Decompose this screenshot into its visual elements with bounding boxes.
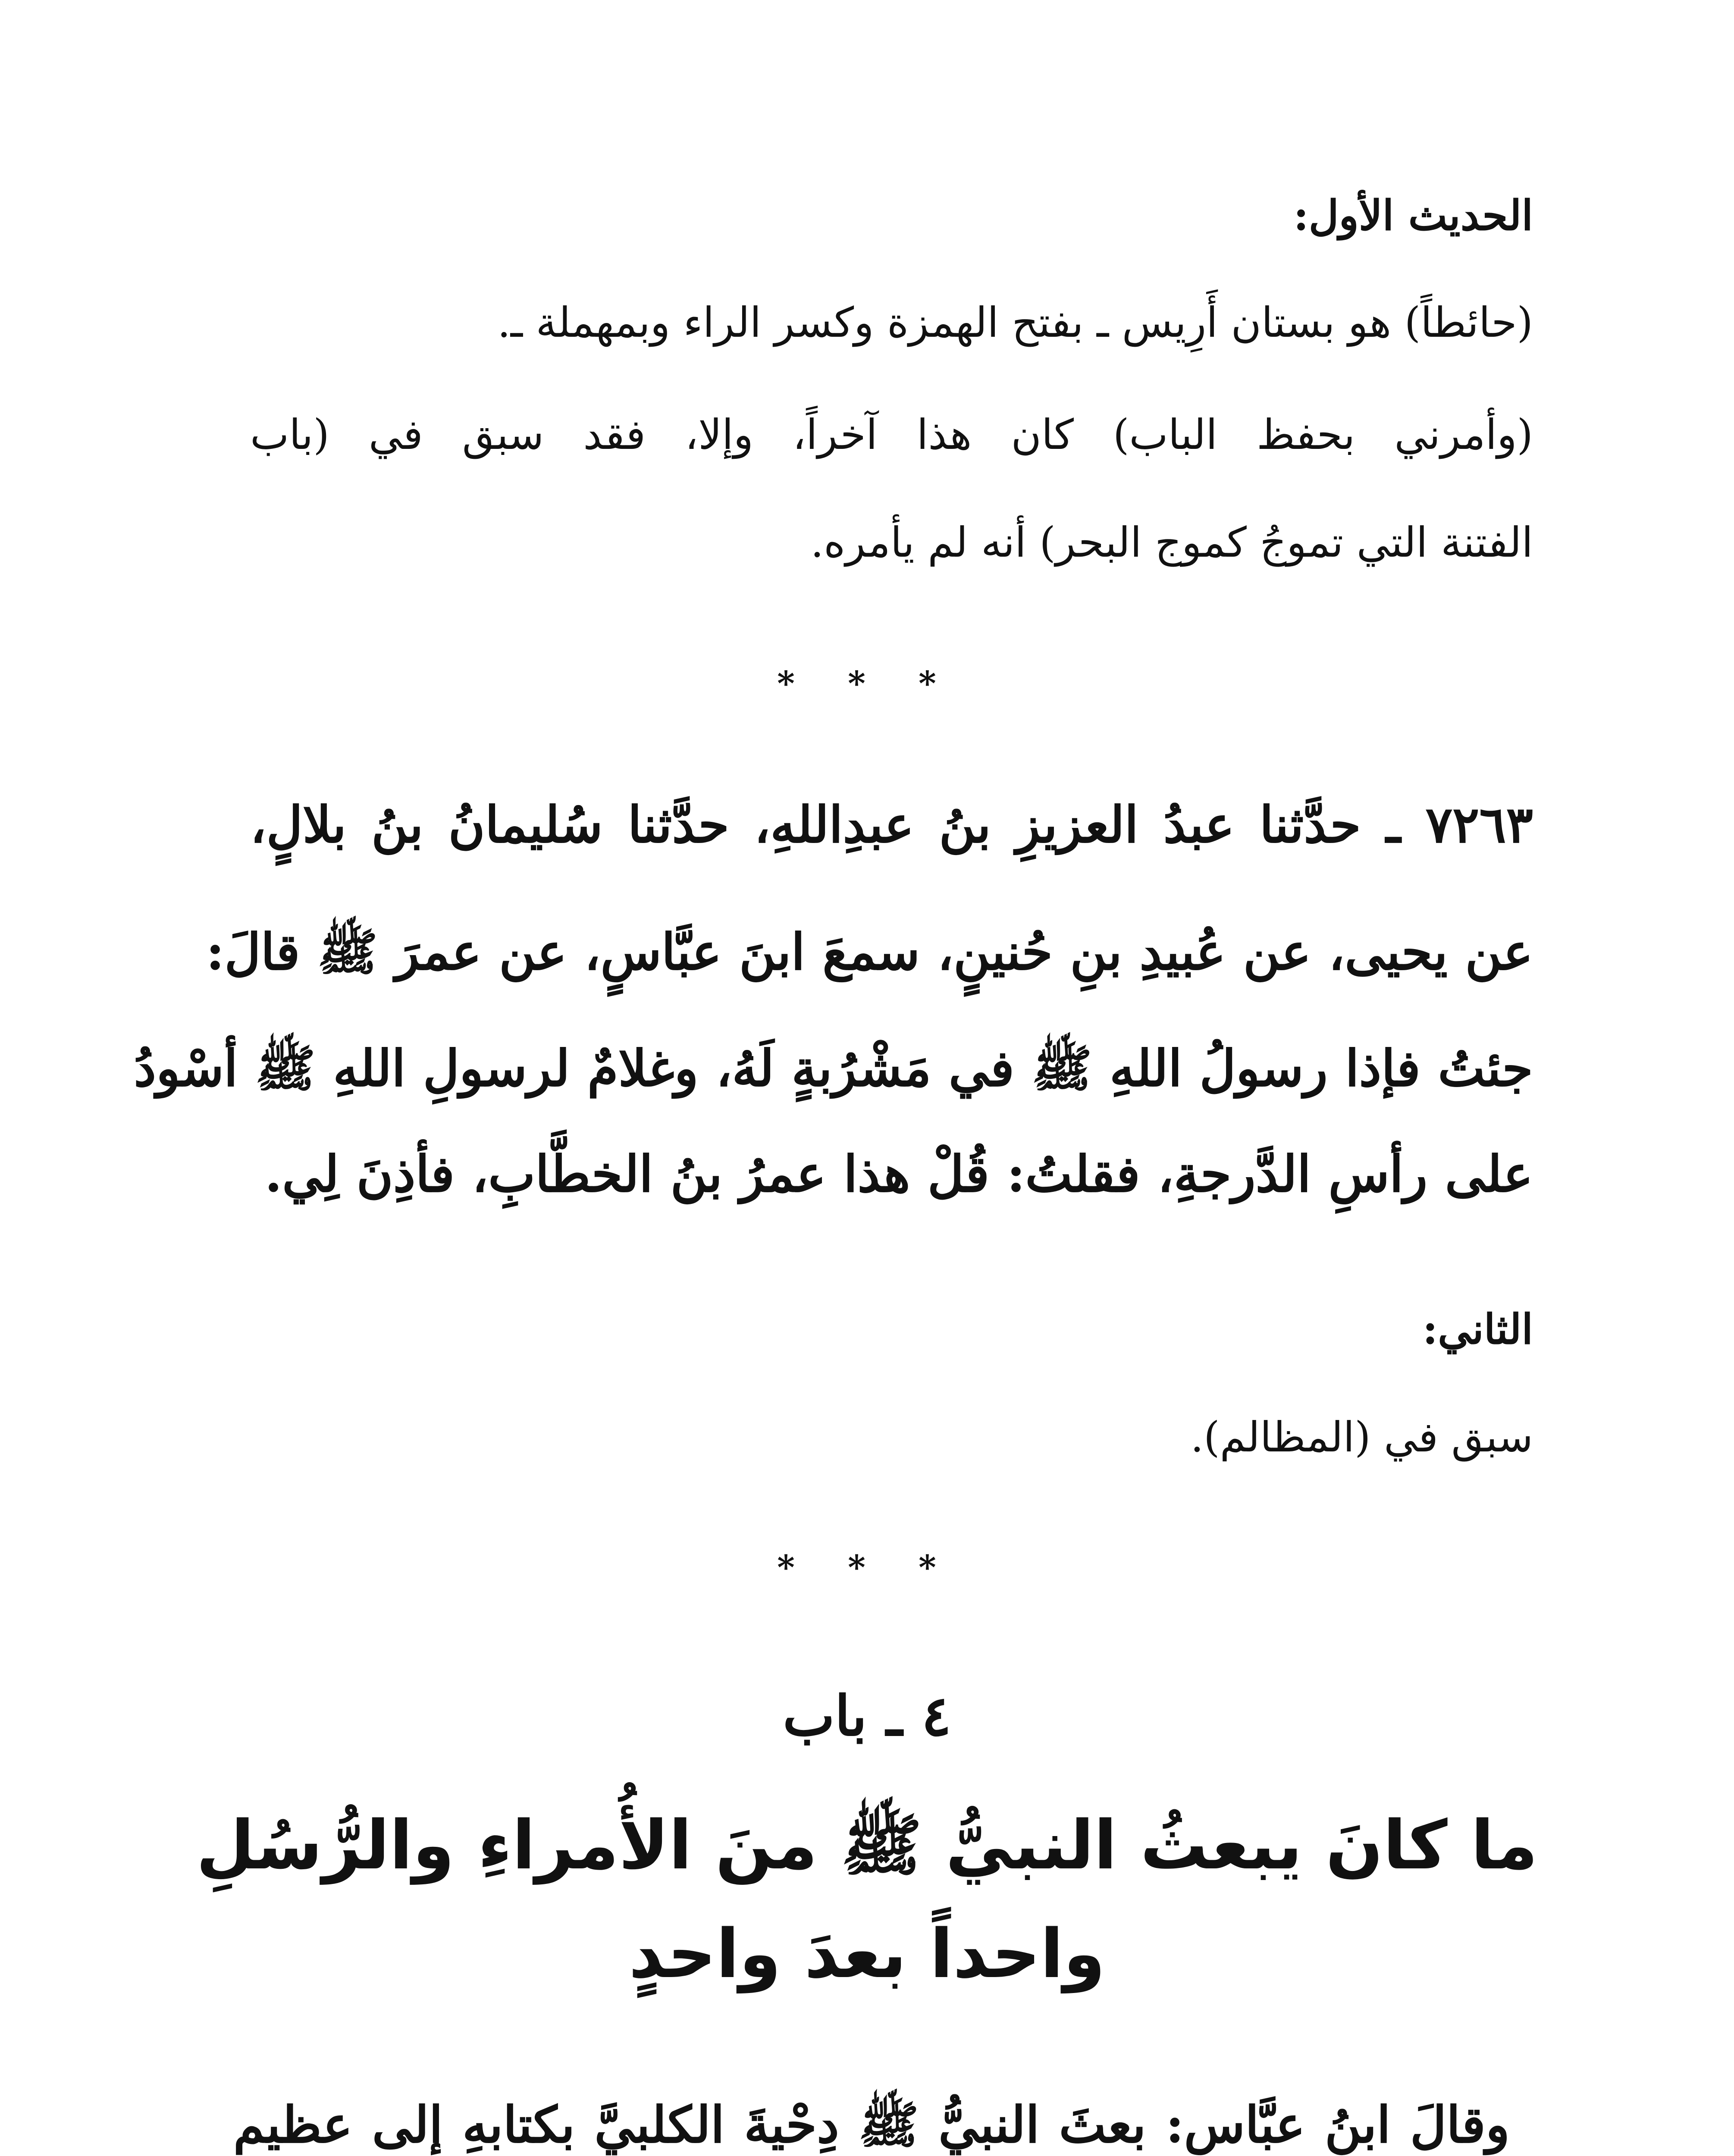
section-separator: * * * [777, 1548, 957, 1587]
hadith-text-line: جئتُ فإذا رسولُ اللهِ ﷺ في مَشْرُبةٍ لَهُ، وغلامٌ لرسولِ اللهِ ﷺ أسْودُ [134, 1039, 1533, 1098]
chapter-quote-line: وقالَ ابنُ عبَّاسٍ: بعثَ النبيُّ ﷺ دِحْيةَ الكلبيَّ بكتابهِ إلى عظيمِ [233, 2096, 1510, 2154]
chapter-title: واحداً بعدَ واحدٍ [629, 1915, 1105, 1993]
first-hadith-heading: الحديث الأول: [1293, 191, 1533, 240]
second-hadith-heading: الثاني: [1422, 1305, 1533, 1354]
hadith-text-line: عن يحيى، عن عُبيدِ بنِ حُنينٍ، سمعَ ابنَ عبَّاسٍ، عن عمرَ ﷺ قالَ: [206, 923, 1533, 981]
commentary-line: (وأمرني بحفظ الباب) كان هذا آخراً، وإلا، فقد سبق في (باب [250, 411, 1533, 459]
chapter-number: ٤ ـ باب [783, 1684, 951, 1749]
commentary-line: الفتنة التي تموجُ كموج البحر) أنه لم يأمره. [810, 518, 1533, 567]
chapter-title: ما كانَ يبعثُ النبيُّ ﷺ منَ الأُمراءِ والرُّسُلِ [196, 1806, 1538, 1884]
commentary-line: (حائطاً) هو بستان أَرِيس ـ بفتح الهمزة وكسر الراء وبمهملة ـ. [497, 298, 1533, 347]
section-separator: * * * [777, 664, 957, 703]
hadith-text-line: على رأسِ الدَّرجةِ، فقلتُ: قُلْ هذا عمرُ بنُ الخطَّابِ، فأذِنَ لِي. [264, 1145, 1533, 1203]
hadith-text-line: ٧٢٦٣ ـ حدَّثنا عبدُ العزيزِ بنُ عبدِاللهِ، حدَّثنا سُليمانُ بنُ بلالٍ، [250, 796, 1533, 854]
commentary-line: سبق في (المظالم). [1190, 1413, 1533, 1461]
